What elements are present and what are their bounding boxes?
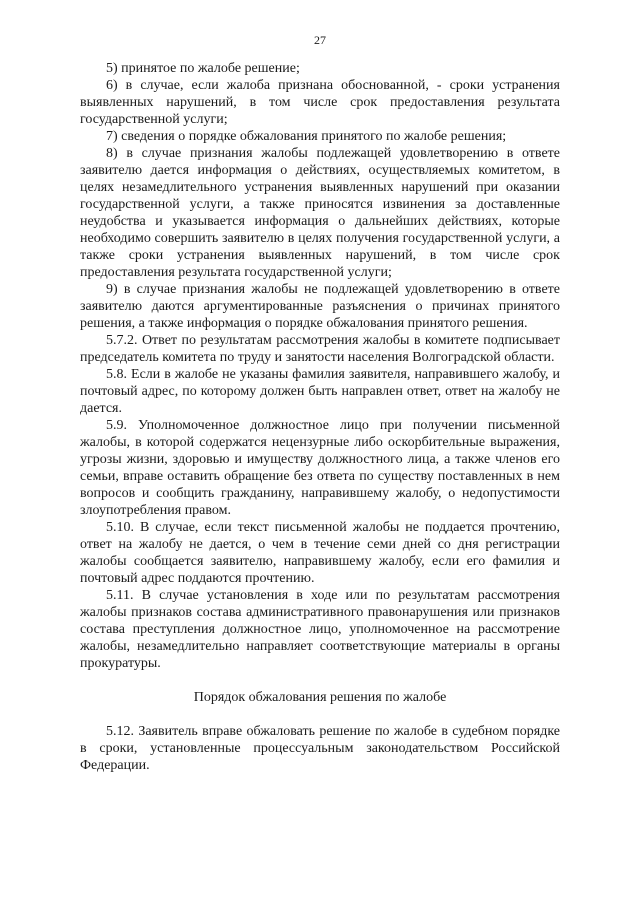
document-body bbox=[80, 60, 560, 774]
paragraph-5-11: 5.11. В случае установления в ходе или по результатам рассмотрения жалобы признаков состава административного правонарушения или признаков состава преступления должностное лицо, уполномоченное на рассмотрение жалобы, незамедлительно направляет соответствующие материалы в органы прокуратуры. bbox=[80, 588, 560, 671]
paragraph-5-10: 5.10. В случае, если текст письменной жалобы не поддается прочтению, ответ на жалобу не дается, о чем в течение семи дней со дня регистрации жалобы сообщается заявителю, направившему жалобу, если его фамилия и почтовый адрес поддаются прочтению. bbox=[80, 520, 560, 586]
section-heading: Порядок обжалования решения по жалобе bbox=[193, 690, 447, 705]
paragraph-item-8: 8) в случае признания жалобы подлежащей удовлетворению в ответе заявителю дается информация о действиях, осуществляемых комитетом, в целях незамедлительного устранения выявленных нарушений при оказании государственной услуги, а также приносятся извинения за доставленные неудобства и указывается информация о дальнейших действиях, которые необходимо совершить заявителю в целях получения государственной услуги, а также сроки устранения выявленных нарушений, в том числе срок предоставления результата государственной услуги; bbox=[80, 146, 560, 280]
paragraph-5-7-2: 5.7.2. Ответ по результатам рассмотрения жалобы в комитете подписывает председатель комитета по труду и занятости населения Волгоградской области. bbox=[80, 333, 560, 365]
page-number: 27 bbox=[314, 33, 326, 47]
paragraph-item-5: 5) принятое по жалобе решение; bbox=[106, 61, 300, 76]
paragraph-5-9: 5.9. Уполномоченное должностное лицо при получении письменной жалобы, в которой содержатся нецензурные либо оскорбительные выражения, угрозы жизни, здоровью и имуществу должностного лица, а также членов его семьи, вправе оставить обращение без ответа по существу поставленных в нем вопросов и сообщить гражданину, направившему жалобу, о недопустимости злоупотребления правом. bbox=[80, 418, 560, 518]
paragraph-item-9: 9) в случае признания жалобы не подлежащей удовлетворению в ответе заявителю даются аргументированные разъяснения о причинах принятого решения, а также информация о порядке обжалования принятого решения. bbox=[80, 282, 560, 331]
paragraph-5-8: 5.8. Если в жалобе не указаны фамилия заявителя, направившего жалобу, и почтовый адрес, по которому должен быть направлен ответ, ответ на жалобу не дается. bbox=[80, 367, 560, 416]
paragraph-item-6: 6) в случае, если жалоба признана обоснованной, - сроки устранения выявленных нарушений, в том числе срок предоставления результата государственной услуги; bbox=[80, 78, 560, 127]
paragraph-item-7: 7) сведения о порядке обжалования принятого по жалобе решения; bbox=[106, 129, 507, 144]
paragraph-5-12: 5.12. Заявитель вправе обжаловать решение по жалобе в судебном порядке в сроки, установленные процессуальным законодательством Российской Федерации. bbox=[80, 724, 560, 773]
